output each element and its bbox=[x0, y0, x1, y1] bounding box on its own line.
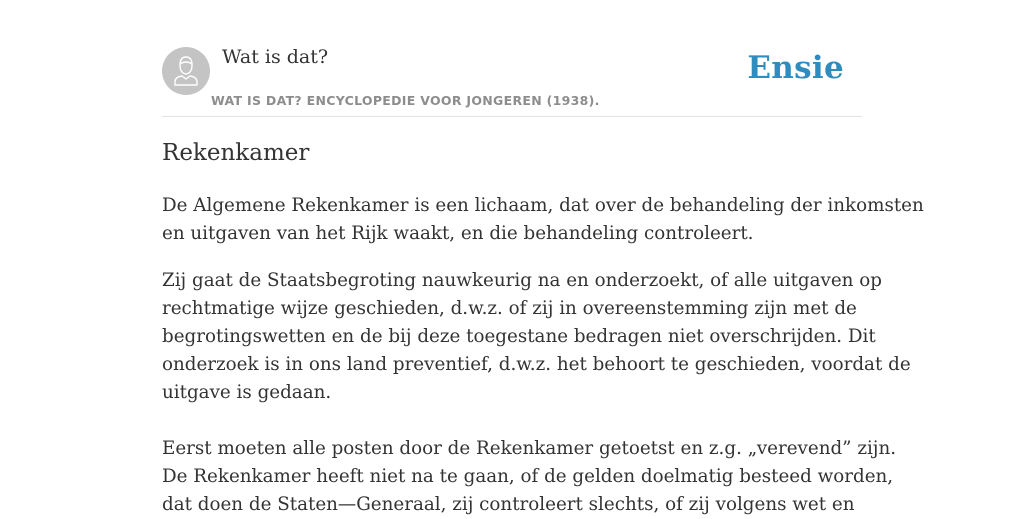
entry-title: Rekenkamer bbox=[162, 140, 310, 166]
paragraph-line: uitgave is gedaan. bbox=[162, 382, 332, 403]
paragraph-line: onderzoek is in ons land preventief, d.w.z. het behoort te geschieden, voordat de bbox=[162, 354, 911, 375]
paragraph-line: De Algemene Rekenkamer is een lichaam, dat over de behandeling der inkomsten bbox=[162, 195, 924, 216]
paragraph-line: en uitgaven van het Rijk waakt, en die behandeling controleert. bbox=[162, 223, 754, 244]
paragraph-line: Zij gaat de Staatsbegroting nauwkeurig na en onderzoekt, of alle uitgaven op bbox=[162, 270, 882, 291]
user-silhouette-icon[interactable] bbox=[162, 47, 210, 95]
paragraph-2 bbox=[162, 267, 911, 407]
paragraph-line: begrotingswetten en de bij deze toegestane bedragen niet overschrijden. Dit bbox=[162, 326, 876, 347]
paragraph-line: rechtmatige wijze geschieden, d.w.z. of zij in overeenstemming zijn met de bbox=[162, 298, 857, 319]
paragraph-line: De Rekenkamer heeft niet na te gaan, of de gelden doelmatig besteed worden, bbox=[162, 466, 894, 487]
paragraph-line: dat doen de Staten—Generaal, zij controleert slechts, of zij volgens wet en bbox=[162, 494, 855, 515]
entry-body bbox=[162, 192, 924, 519]
source-title[interactable]: Wat is dat? bbox=[222, 46, 329, 68]
paragraph-line: Eerst moeten alle posten door de Rekenkamer getoetst en z.g. „verevend” zijn. bbox=[162, 438, 897, 459]
source-header bbox=[162, 0, 862, 117]
paragraph-1 bbox=[162, 192, 924, 248]
paragraph-3 bbox=[162, 435, 897, 519]
source-subtitle: WAT IS DAT? ENCYCLOPEDIE VOOR JONGEREN (1938). bbox=[211, 93, 600, 108]
page-container bbox=[162, 0, 924, 515]
paragraph-spacer bbox=[162, 407, 862, 435]
ensie-logo[interactable]: Ensie bbox=[747, 50, 844, 86]
